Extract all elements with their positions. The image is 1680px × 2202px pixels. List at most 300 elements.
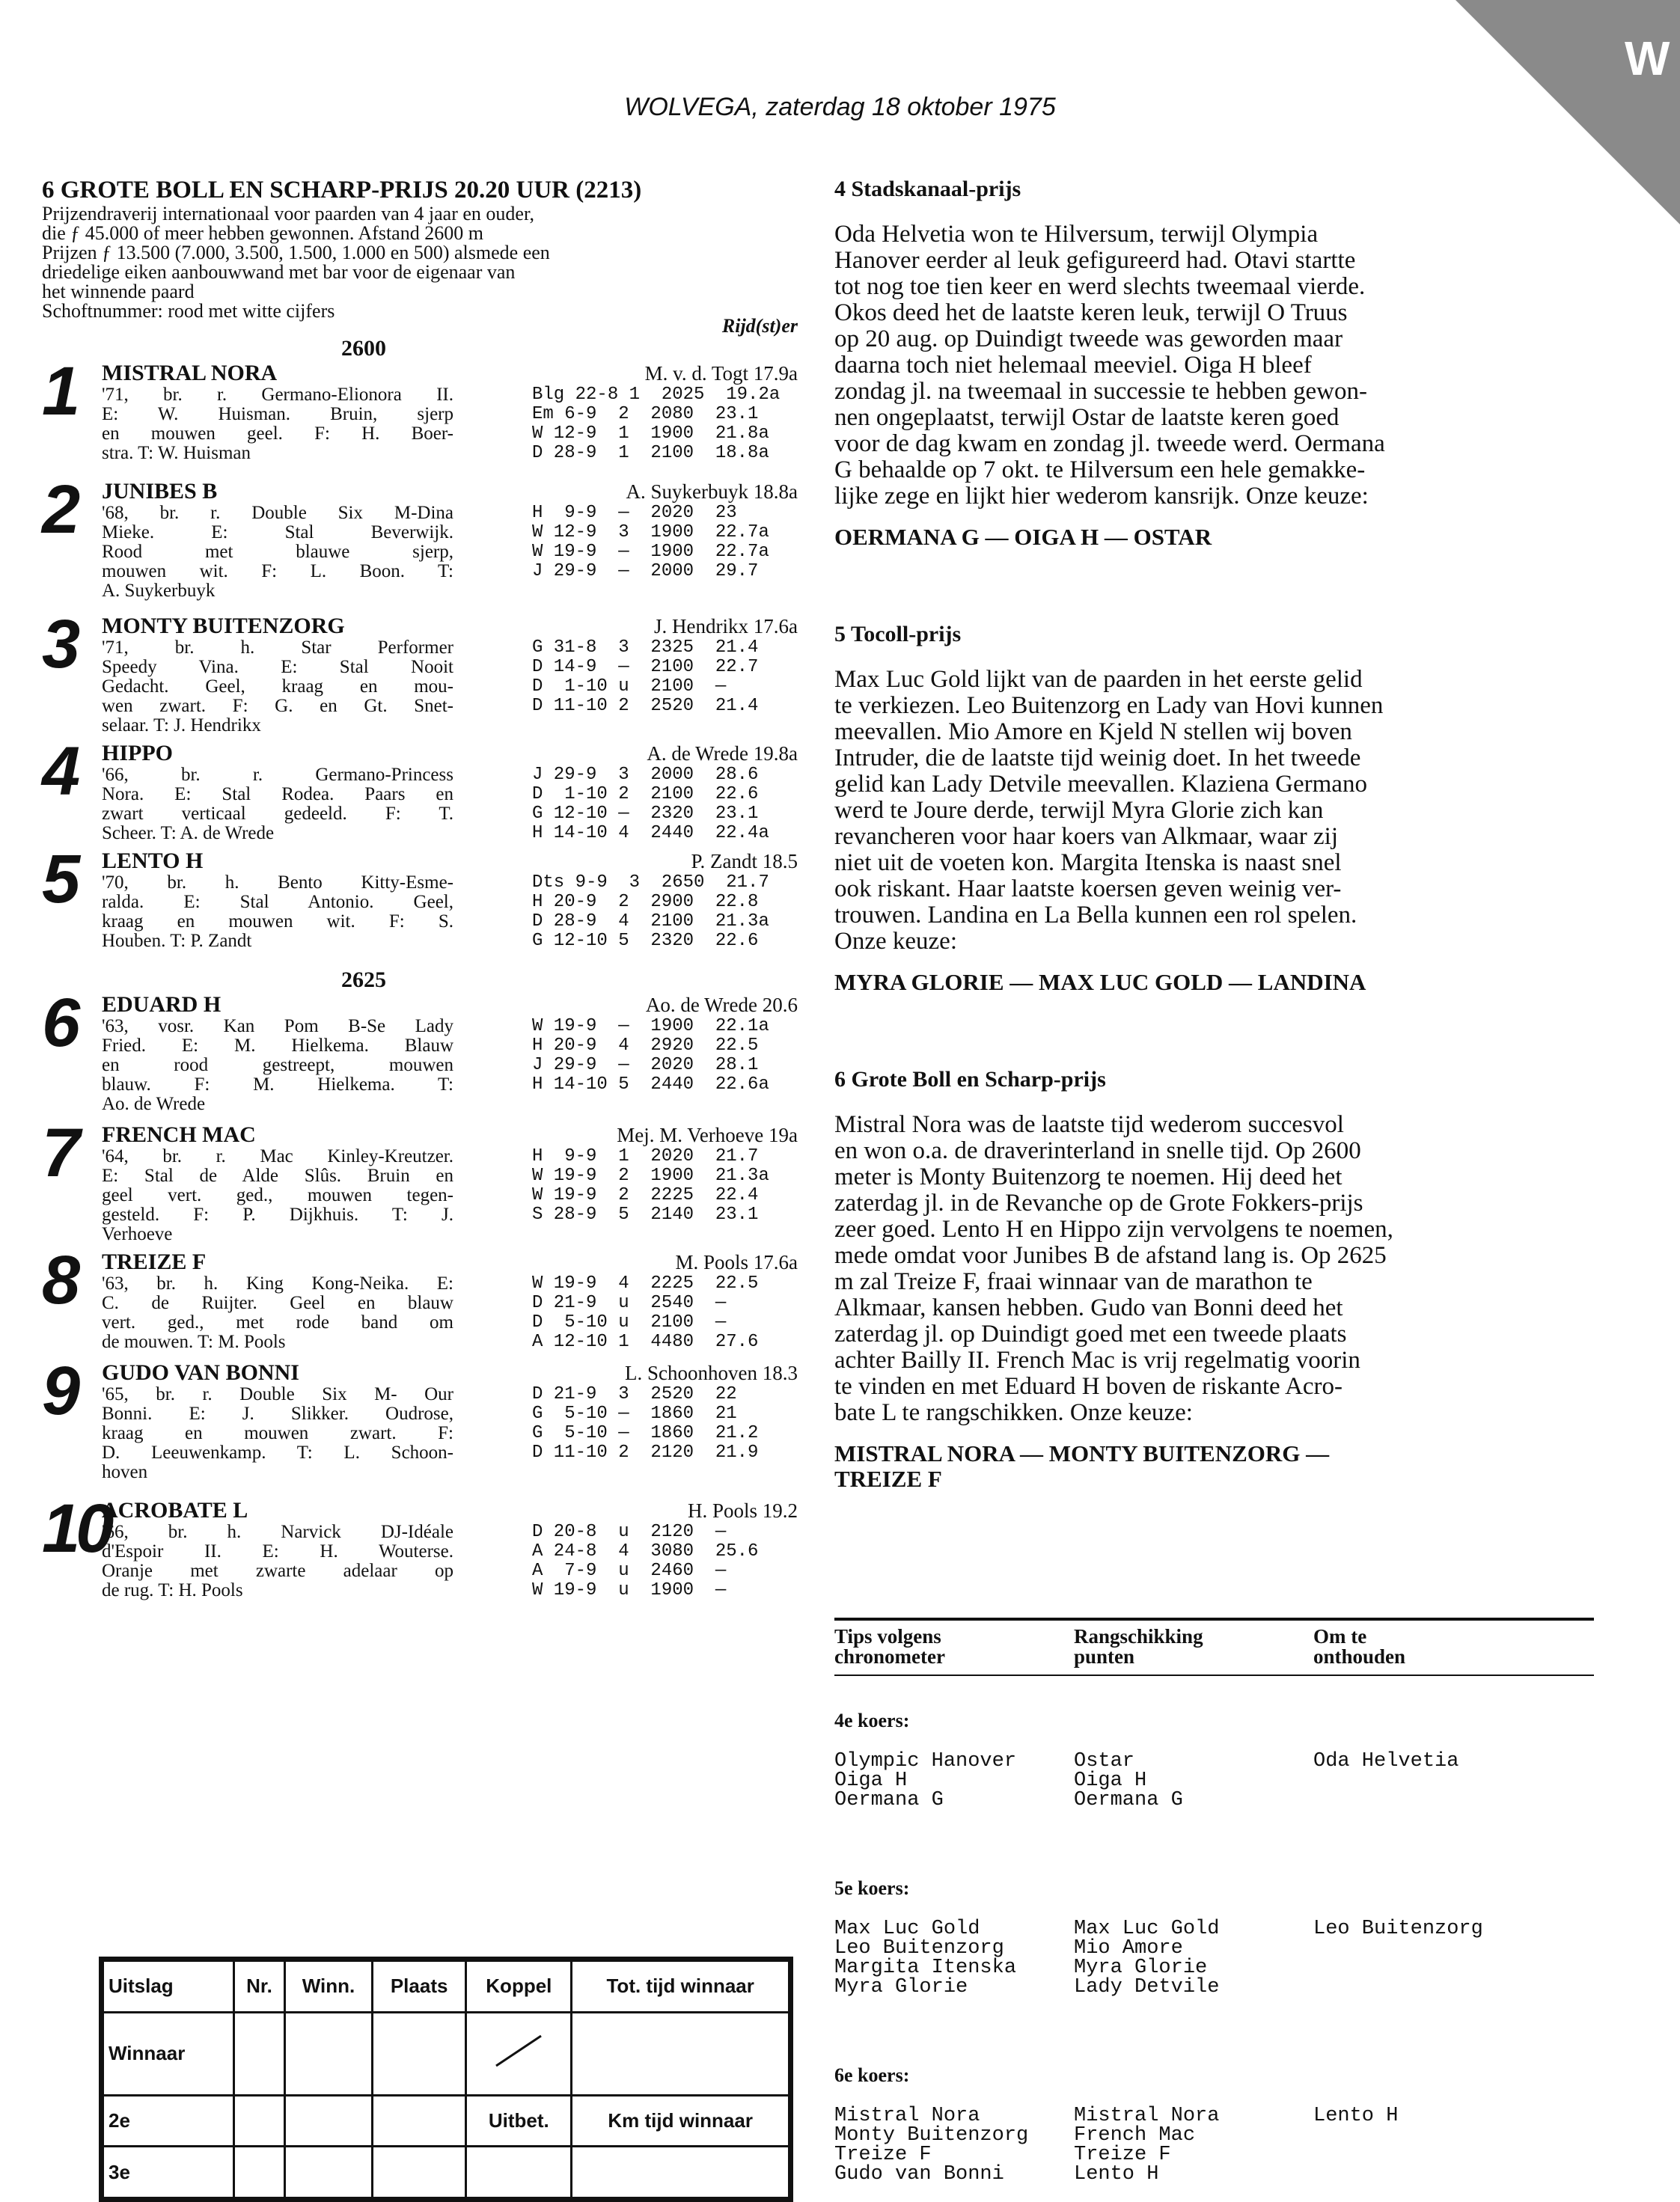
koers-entry: Myra Glorie — [1074, 1957, 1208, 1979]
form-cell[interactable] — [284, 2095, 372, 2147]
description-line: geel vert. ged., mouwen tegen- — [102, 1185, 453, 1205]
horse-results — [532, 638, 798, 735]
preview-line: zondag jl. na tweemaal in successie te hebben gewon- — [834, 378, 1367, 405]
horse-entry — [42, 733, 798, 843]
preview-title: 5 Tocoll-prijs — [834, 622, 962, 646]
preview-line: Okos deed het de laatste keren leuk, terwijl O Truus — [834, 299, 1348, 326]
tips-header-chronometer: Tips volgens chronometer — [834, 1625, 945, 1668]
koers-label: 6e koers: — [834, 2064, 910, 2086]
preview-line: m zal Treize F, fraai winnaar van de marathon te — [834, 1268, 1313, 1295]
horse-name: EDUARD H — [102, 992, 222, 1017]
intro-line: driedelige eiken aanbouwwand met bar voor de eigenaar van — [42, 261, 516, 283]
koers-entry: Lento H — [1074, 2163, 1159, 2186]
description-line: en rood gestreept, mouwen — [102, 1055, 453, 1075]
horse-details — [102, 638, 798, 735]
description-line: Gedacht. Geel, kraag en mou- — [102, 676, 453, 697]
col-plaats: Plaats — [372, 1961, 465, 2013]
horse-results — [532, 1274, 798, 1352]
result-line: Em 6-9 2 2080 23.1 — [532, 404, 759, 424]
horse-name: MONTY BUITENZORG — [102, 614, 345, 638]
koers-entry: Treize F — [1074, 2144, 1171, 2166]
koers-entry: Oiga H — [1074, 1770, 1147, 1792]
intro-line: die ƒ 45.000 of meer hebben gewonnen. Afstand 2600 m — [42, 222, 483, 244]
result-line: D 1-10 2 2100 22.6 — [532, 784, 759, 804]
horse-rider: J. Hendrikx 17.6a — [654, 615, 798, 637]
koers-column — [1074, 1919, 1313, 1997]
horse-number: 10 — [42, 1490, 110, 1567]
description-line: '71, br. r. Germano-Elionora II. — [102, 385, 453, 405]
result-line: D 5-10 u 2100 — — [532, 1312, 727, 1333]
form-cell[interactable] — [234, 2012, 285, 2095]
horse-results — [532, 1385, 798, 1482]
horse-head — [102, 361, 798, 385]
result-line: Blg 22-8 1 2025 19.2a — [532, 385, 781, 405]
horse-body — [102, 614, 798, 735]
description-line: vert. ged., met rode band om — [102, 1312, 453, 1333]
result-line: S 28-9 5 2140 23.1 — [532, 1205, 759, 1225]
koers-entry: Leo Buitenzorg — [834, 1937, 1004, 1960]
horse-results — [532, 1523, 798, 1600]
horse-name: ACROBATE L — [102, 1498, 248, 1523]
result-form — [99, 1957, 793, 2202]
horse-list — [42, 336, 798, 1600]
koers-entry: Monty Buitenzorg — [834, 2124, 1029, 2147]
pick-line: MYRA GLORIE — MAX LUC GOLD — LANDINA — [834, 969, 1366, 995]
tips-header-punten: Rangschikking punten — [1074, 1625, 1203, 1668]
koers-rows — [834, 1752, 1594, 1810]
horse-details — [102, 1523, 798, 1600]
result-line: W 12-9 1 1900 21.8a — [532, 423, 769, 444]
horse-name: LENTO H — [102, 848, 204, 873]
race-preview — [834, 177, 1598, 550]
koers-entry: Olympic Hanover — [834, 1750, 1017, 1773]
horse-description — [102, 765, 453, 843]
description-line: E: Stal de Alde Slûs. Bruin en — [102, 1166, 453, 1186]
result-line: Dts 9-9 3 2650 21.7 — [532, 872, 769, 893]
form-cell[interactable] — [234, 2147, 285, 2198]
description-line: Nora. E: Stal Rodea. Paars en — [102, 784, 453, 804]
horse-name: JUNIBES B — [102, 479, 218, 504]
horse-body — [102, 993, 798, 1114]
result-line: H 20-9 4 2920 22.5 — [532, 1036, 759, 1056]
koers-entry: Oermana G — [1074, 1789, 1183, 1811]
col-winn: Winn. — [284, 1961, 372, 2013]
description-line: blauw. F: M. Hielkema. T: — [102, 1074, 453, 1095]
horse-number: 8 — [42, 1242, 76, 1318]
horse-rider: Ao. de Wrede 20.6 — [645, 994, 798, 1016]
horse-description — [102, 1017, 453, 1114]
koers-entry: Mio Amore — [1074, 1937, 1183, 1960]
result-line: H 9-9 1 2020 21.7 — [532, 1146, 759, 1166]
horse-entry — [42, 1490, 798, 1600]
preview-line: meter is Monty Buitenzorg te noemen. Hij deed het — [834, 1163, 1343, 1190]
koers-entry: Leo Buitenzorg — [1313, 1918, 1483, 1940]
description-line: d'Espoir II. E: H. Wouterse. — [102, 1541, 453, 1562]
horse-body — [102, 1499, 798, 1600]
horse-name: MISTRAL NORA — [102, 361, 278, 385]
preview-line: revancheren voor haar koers van Alkmaar, waar zij — [834, 823, 1339, 850]
tips-header — [834, 1621, 1594, 1667]
horse-body — [102, 1361, 798, 1482]
horse-head — [102, 1499, 798, 1523]
horse-description — [102, 504, 453, 601]
result-line: G 12-10 5 2320 22.6 — [532, 931, 759, 951]
preview-line: Hanover eerder al leuk gefigureerd had. Otavi startte — [834, 247, 1356, 274]
horse-description — [102, 873, 453, 951]
schoft-row — [42, 302, 798, 336]
koers-column — [834, 2106, 1074, 2184]
koers-column — [1313, 2106, 1594, 2184]
description-line: Verhoeve — [102, 1224, 173, 1244]
form-cell[interactable] — [372, 2095, 465, 2147]
description-line: Ao. de Wrede — [102, 1094, 206, 1114]
horse-body — [102, 480, 798, 601]
horse-details — [102, 504, 798, 601]
result-line: H 20-9 2 2900 22.8 — [532, 892, 759, 912]
race-title: 6 GROTE BOLL EN SCHARP-PRIJS 20.20 UUR (2213) — [42, 177, 642, 204]
koers-entry: Ostar — [1074, 1750, 1135, 1773]
koers-entry: Lady Detvile — [1074, 1976, 1220, 1998]
result-line: J 29-9 3 2000 28.6 — [532, 765, 759, 785]
description-line: '71, br. h. Star Performer — [102, 637, 453, 658]
description-line: C. de Ruijter. Geel en blauw — [102, 1293, 453, 1313]
horse-name: GUDO VAN BONNI — [102, 1360, 299, 1385]
horse-number: 7 — [42, 1115, 76, 1191]
description-line: wen zwart. F: G. en Gt. Snet- — [102, 696, 453, 716]
preview-line: zaterdag jl. op Duindigt goed met een tweede plaats — [834, 1321, 1347, 1348]
result-line: G 12-10 — 2320 23.1 — [532, 804, 759, 824]
preview-line: lijke zege en lijkt hier wederom kansrijk. Onze keuze: — [834, 483, 1369, 510]
koppel-slash-cell — [466, 2012, 572, 2095]
description-line: selaar. T: J. Hendrikx — [102, 715, 261, 735]
horse-entry — [42, 841, 798, 951]
preview-line: Alkmaar, kansen hebben. Gudo van Bonni deed het — [834, 1294, 1343, 1321]
description-line: '65, br. r. Double Six M- Our — [102, 1384, 453, 1404]
preview-line: achter Bailly II. French Mac is vrij regelmatig voorin — [834, 1347, 1360, 1374]
koers-entry: Gudo van Bonni — [834, 2163, 1004, 2186]
horse-entry — [42, 1115, 798, 1244]
schoft-number: Schoftnummer: rood met witte cijfers — [42, 300, 335, 322]
preview-pick — [834, 970, 1598, 995]
description-line: en mouwen geel. F: H. Boer- — [102, 423, 453, 444]
result-line: W 19-9 4 2225 22.5 — [532, 1273, 759, 1294]
description-line: Mieke. E: Stal Beverwijk. — [102, 522, 453, 542]
description-line: kraag en mouwen zwart. F: — [102, 1423, 453, 1443]
koers-entry: Mistral Nora — [1074, 2105, 1220, 2127]
preview-line: gelid kan Lady Detvile meevallen. Klaziena Germano — [834, 771, 1367, 798]
koers-entry: Max Luc Gold — [834, 1918, 980, 1940]
preview-line: voor de dag kwam en zondag jl. tweede werd. Oermana — [834, 430, 1385, 457]
horse-description — [102, 1523, 453, 1600]
description-line: de mouwen. T: M. Pools — [102, 1332, 286, 1352]
preview-line: daarna toch niet helemaal meeviel. Oiga H bleef — [834, 352, 1312, 379]
description-line: A. Suykerbuyk — [102, 581, 216, 601]
horse-entry — [42, 353, 798, 463]
description-line: Oranje met zwarte adelaar op — [102, 1561, 453, 1581]
description-line: Speedy Vina. E: Stal Nooit — [102, 657, 453, 677]
corner-letter: W — [1625, 31, 1670, 85]
form-cell[interactable] — [234, 2095, 285, 2147]
preview-line: Max Luc Gold lijkt van de paarden in het eerste gelid — [834, 666, 1363, 693]
preview-pick — [834, 524, 1598, 550]
description-line: '66, br. h. Narvick DJ-Idéale — [102, 1522, 453, 1542]
koers-entry: Oda Helvetia — [1313, 1750, 1459, 1773]
horse-rider: L. Schoonhoven 18.3 — [625, 1362, 798, 1384]
horse-number: 4 — [42, 733, 76, 810]
previews-column — [834, 177, 1598, 1492]
horse-details — [102, 765, 798, 843]
preview-line: bate L te rangschikken. Onze keuze: — [834, 1399, 1193, 1426]
result-line: D 14-9 — 2100 22.7 — [532, 657, 759, 677]
preview-line: nen ongeplaatst, terwijl Ostar de laatste keren goed — [834, 404, 1340, 431]
preview-line: en won o.a. de draverinterland in snelle tijd. Op 2600 — [834, 1137, 1361, 1164]
horse-number: 6 — [42, 985, 76, 1061]
preview-line: Oda Helvetia won te Hilversum, terwijl Olympia — [834, 221, 1319, 248]
col-uitslag: Uitslag — [103, 1961, 234, 2013]
horse-number: 1 — [42, 353, 76, 429]
result-line: H 14-10 4 2440 22.4a — [532, 823, 769, 843]
result-line: D 11-10 2 2120 21.9 — [532, 1443, 759, 1463]
description-line: '70, br. h. Bento Kitty-Esme- — [102, 872, 453, 893]
horse-rider: M. v. d. Togt 17.9a — [644, 362, 798, 385]
horse-results — [532, 873, 798, 951]
preview-line: te verkiezen. Leo Buitenzorg en Lady van Hovi kunnen — [834, 692, 1384, 719]
rider-label: Rijd(st)er — [721, 315, 798, 337]
description-line: E: W. Huisman. Bruin, sjerp — [102, 404, 453, 424]
horse-head — [102, 1123, 798, 1147]
page-header: WOLVEGA, zaterdag 18 oktober 1975 — [624, 93, 1056, 121]
koers-entry: Oermana G — [834, 1789, 944, 1811]
description-line: Scheer. T: A. de Wrede — [102, 823, 275, 843]
horse-entry — [42, 985, 798, 1114]
description-line: gesteld. F: P. Dijkhuis. T: J. — [102, 1205, 453, 1225]
description-line: zwart verticaal gedeeld. F: T. — [102, 804, 453, 824]
result-line: A 12-10 1 4480 27.6 — [532, 1332, 759, 1352]
description-line: hoven — [102, 1462, 148, 1482]
horse-results — [532, 1147, 798, 1244]
preview-line: zaterdag jl. in de Revanche op de Grote Fokkers-prijs — [834, 1190, 1363, 1217]
km-tijd-label: Km tijd winnaar — [572, 2095, 789, 2147]
horse-results — [532, 385, 798, 463]
tips-header-onthouden: Om te onthouden — [1313, 1625, 1406, 1668]
preview-line: ook riskant. Haar laatste koersen geven weinig ver- — [834, 875, 1342, 902]
uitbet-label: Uitbet. — [466, 2095, 572, 2147]
horse-head — [102, 993, 798, 1017]
preview-line: G behaalde op 7 okt. te Hilversum een hele gemakke- — [834, 456, 1366, 483]
result-line: D 28-9 4 2100 21.3a — [532, 911, 769, 932]
pick-line: OERMANA G — OIGA H — OSTAR — [834, 524, 1212, 550]
horse-results — [532, 504, 798, 601]
horse-rider: A. de Wrede 19.8a — [647, 742, 798, 765]
koers-entry: Max Luc Gold — [1074, 1918, 1220, 1940]
horse-details — [102, 1385, 798, 1482]
pick-line: MISTRAL NORA — MONTY BUITENZORG — — [834, 1440, 1330, 1467]
col-nr: Nr. — [234, 1961, 285, 2013]
horse-description — [102, 1385, 453, 1482]
description-line: '68, br. r. Double Six M-Dina — [102, 503, 453, 523]
preview-line: Onze keuze: — [834, 928, 957, 955]
result-line: G 31-8 3 2325 21.4 — [532, 637, 759, 658]
preview-line: op 20 aug. op Duindigt tweede was geworden maar — [834, 325, 1343, 352]
horse-entry — [42, 1353, 798, 1482]
row-winnaar: Winnaar — [103, 2012, 234, 2095]
result-line: W 12-9 3 1900 22.7a — [532, 522, 769, 542]
preview-line: tot nog toe tien keer en werd slechts tweemaal vierde. — [834, 273, 1366, 300]
col-koppel: Koppel — [466, 1961, 572, 2013]
intro-line: het winnende paard — [42, 281, 195, 302]
koers-column — [1313, 1752, 1594, 1810]
description-line: stra. T: W. Huisman — [102, 443, 251, 463]
horse-number: 9 — [42, 1353, 76, 1429]
form-cell[interactable] — [572, 2012, 789, 2095]
form-cell[interactable] — [466, 2147, 572, 2198]
koers-entry: Oiga H — [834, 1770, 908, 1792]
col-tot-tijd: Tot. tijd winnaar — [572, 1961, 789, 2013]
koers-entry: Mistral Nora — [834, 2105, 980, 2127]
slash-mark — [489, 2032, 549, 2070]
description-line: Rood met blauwe sjerp, — [102, 542, 453, 562]
horse-body — [102, 849, 798, 951]
koers-rows — [834, 2106, 1594, 2184]
description-line: D. Leeuwenkamp. T: L. Schoon- — [102, 1443, 453, 1463]
intro-line: Prijzendraverij internationaal voor paarden van 4 jaar en ouder, — [42, 203, 535, 224]
description-line: Fried. E: M. Hielkema. Blauw — [102, 1036, 453, 1056]
description-line: ralda. E: Stal Antonio. Geel, — [102, 892, 453, 912]
horse-entry — [42, 1242, 798, 1352]
horse-head — [102, 849, 798, 873]
preview-line: Mistral Nora was de laatste tijd wederom succesvol — [834, 1111, 1344, 1138]
intro-line: Prijzen ƒ 13.500 (7.000, 3.500, 1.500, 1.000 en 500) alsmede een — [42, 242, 550, 263]
koers-column — [1313, 1919, 1594, 1997]
horse-results — [532, 1017, 798, 1114]
preview-line: mede omdat voor Junibes B de afstand lang is. Op 2625 — [834, 1242, 1387, 1269]
horse-results — [532, 765, 798, 843]
koers-rows — [834, 1919, 1594, 1997]
description-line: '63, br. h. King Kong-Neika. E: — [102, 1273, 453, 1294]
koers-entry: Margita Itenska — [834, 1957, 1017, 1979]
description-line: Bonni. E: J. Slikker. Oudrose, — [102, 1404, 453, 1424]
form-cell[interactable] — [572, 2147, 789, 2198]
preview-line: Intruder, die de laatste tijd weinig doet. In het tweede — [834, 744, 1361, 771]
tips-section — [834, 1618, 1594, 2184]
horse-name: FRENCH MAC — [102, 1122, 256, 1147]
description-line: mouwen wit. F: L. Boon. T: — [102, 561, 453, 581]
horse-details — [102, 1017, 798, 1114]
horse-body — [102, 741, 798, 843]
horse-head — [102, 1250, 798, 1274]
horse-body — [102, 361, 798, 463]
description-line: kraag en mouwen wit. F: S. — [102, 911, 453, 932]
race-program — [42, 177, 798, 1609]
koers-label: 5e koers: — [834, 1877, 910, 1899]
distance-label: 2600 — [341, 336, 386, 361]
horse-description — [102, 638, 453, 735]
preview-pick — [834, 1441, 1598, 1492]
horse-entry — [42, 471, 798, 601]
horse-head — [102, 614, 798, 638]
horse-head — [102, 480, 798, 504]
race-preview — [834, 622, 1598, 995]
horse-number: 5 — [42, 841, 76, 917]
horse-description — [102, 1147, 453, 1244]
horse-number: 2 — [42, 471, 76, 548]
distance-label: 2625 — [341, 967, 386, 992]
form-cell[interactable] — [372, 2012, 465, 2095]
result-line: D 1-10 u 2100 — — [532, 676, 727, 697]
race-intro — [42, 204, 798, 302]
result-line: D 21-9 u 2540 — — [532, 1293, 727, 1313]
row-3e: 3e — [103, 2147, 234, 2198]
result-line: D 20-8 u 2120 — — [532, 1522, 727, 1542]
form-cell[interactable] — [372, 2147, 465, 2198]
horse-number: 3 — [42, 606, 76, 682]
description-line: '63, vosr. Kan Pom B-Se Lady — [102, 1016, 453, 1036]
result-line: J 29-9 — 2020 28.1 — [532, 1055, 759, 1075]
result-line: W 19-9 2 2225 22.4 — [532, 1185, 759, 1205]
koersen-list — [834, 1710, 1594, 2184]
horse-rider: H. Pools 19.2 — [687, 1499, 798, 1522]
koers-entry: Treize F — [834, 2144, 932, 2166]
result-line: W 19-9 u 1900 — — [532, 1580, 727, 1600]
koers-column — [834, 1919, 1074, 1997]
result-line: W 19-9 — 1900 22.7a — [532, 542, 769, 562]
preview-title: 4 Stadskanaal-prijs — [834, 177, 1021, 201]
result-line: H 14-10 5 2440 22.6a — [532, 1074, 769, 1095]
result-line: H 9-9 — 2020 23 — [532, 503, 737, 523]
preview-line: meevallen. Mio Amore en Kjeld N stellen wij boven — [834, 718, 1352, 745]
horse-details — [102, 1147, 798, 1244]
pick-line: TREIZE F — [834, 1466, 942, 1492]
result-line: J 29-9 — 2000 29.7 — [532, 561, 759, 581]
preview-line: zeer goed. Lento H en Hippo zijn vervolgens te noemen, — [834, 1216, 1393, 1243]
form-cell[interactable] — [284, 2147, 372, 2198]
horse-details — [102, 873, 798, 951]
form-cell[interactable] — [284, 2012, 372, 2095]
description-line: '66, br. r. Germano-Princess — [102, 765, 453, 785]
result-line: G 5-10 — 1860 21.2 — [532, 1423, 759, 1443]
horse-entry — [42, 606, 798, 735]
horse-rider: P. Zandt 18.5 — [691, 850, 798, 872]
horse-name: HIPPO — [102, 741, 173, 765]
preview-line: trouwen. Landina en La Bella kunnen een rol spelen. — [834, 902, 1357, 929]
horse-details — [102, 385, 798, 463]
horse-head — [102, 1361, 798, 1385]
description-line: de rug. T: H. Pools — [102, 1580, 243, 1600]
horse-description — [102, 385, 453, 463]
koers-label: 4e koers: — [834, 1710, 910, 1731]
result-line: A 24-8 4 3080 25.6 — [532, 1541, 759, 1562]
horse-rider: M. Pools 17.6a — [675, 1251, 798, 1273]
horse-rider: Mej. M. Verhoeve 19a — [617, 1124, 798, 1146]
result-line: D 21-9 3 2520 22 — [532, 1384, 737, 1404]
horse-body — [102, 1250, 798, 1352]
horse-details — [102, 1274, 798, 1352]
preview-line: werd te Joure derde, terwijl Myra Glorie zich kan — [834, 797, 1324, 824]
row-2e: 2e — [103, 2095, 234, 2147]
horse-rider: A. Suykerbuyk 18.8a — [626, 480, 798, 503]
koers-entry: Lento H — [1313, 2105, 1399, 2127]
result-line: D 11-10 2 2520 21.4 — [532, 696, 759, 716]
result-line: D 28-9 1 2100 18.8a — [532, 443, 769, 463]
preview-line: te vinden en met Eduard H boven de riskante Acro- — [834, 1373, 1343, 1400]
horse-name: TREIZE F — [102, 1250, 207, 1274]
horse-body — [102, 1123, 798, 1244]
preview-title: 6 Grote Boll en Scharp-prijs — [834, 1067, 1106, 1092]
koers-entry: French Mac — [1074, 2124, 1196, 2147]
description-line: Houben. T: P. Zandt — [102, 931, 252, 951]
koers-entry: Myra Glorie — [834, 1976, 968, 1998]
koers-column — [834, 1752, 1074, 1810]
